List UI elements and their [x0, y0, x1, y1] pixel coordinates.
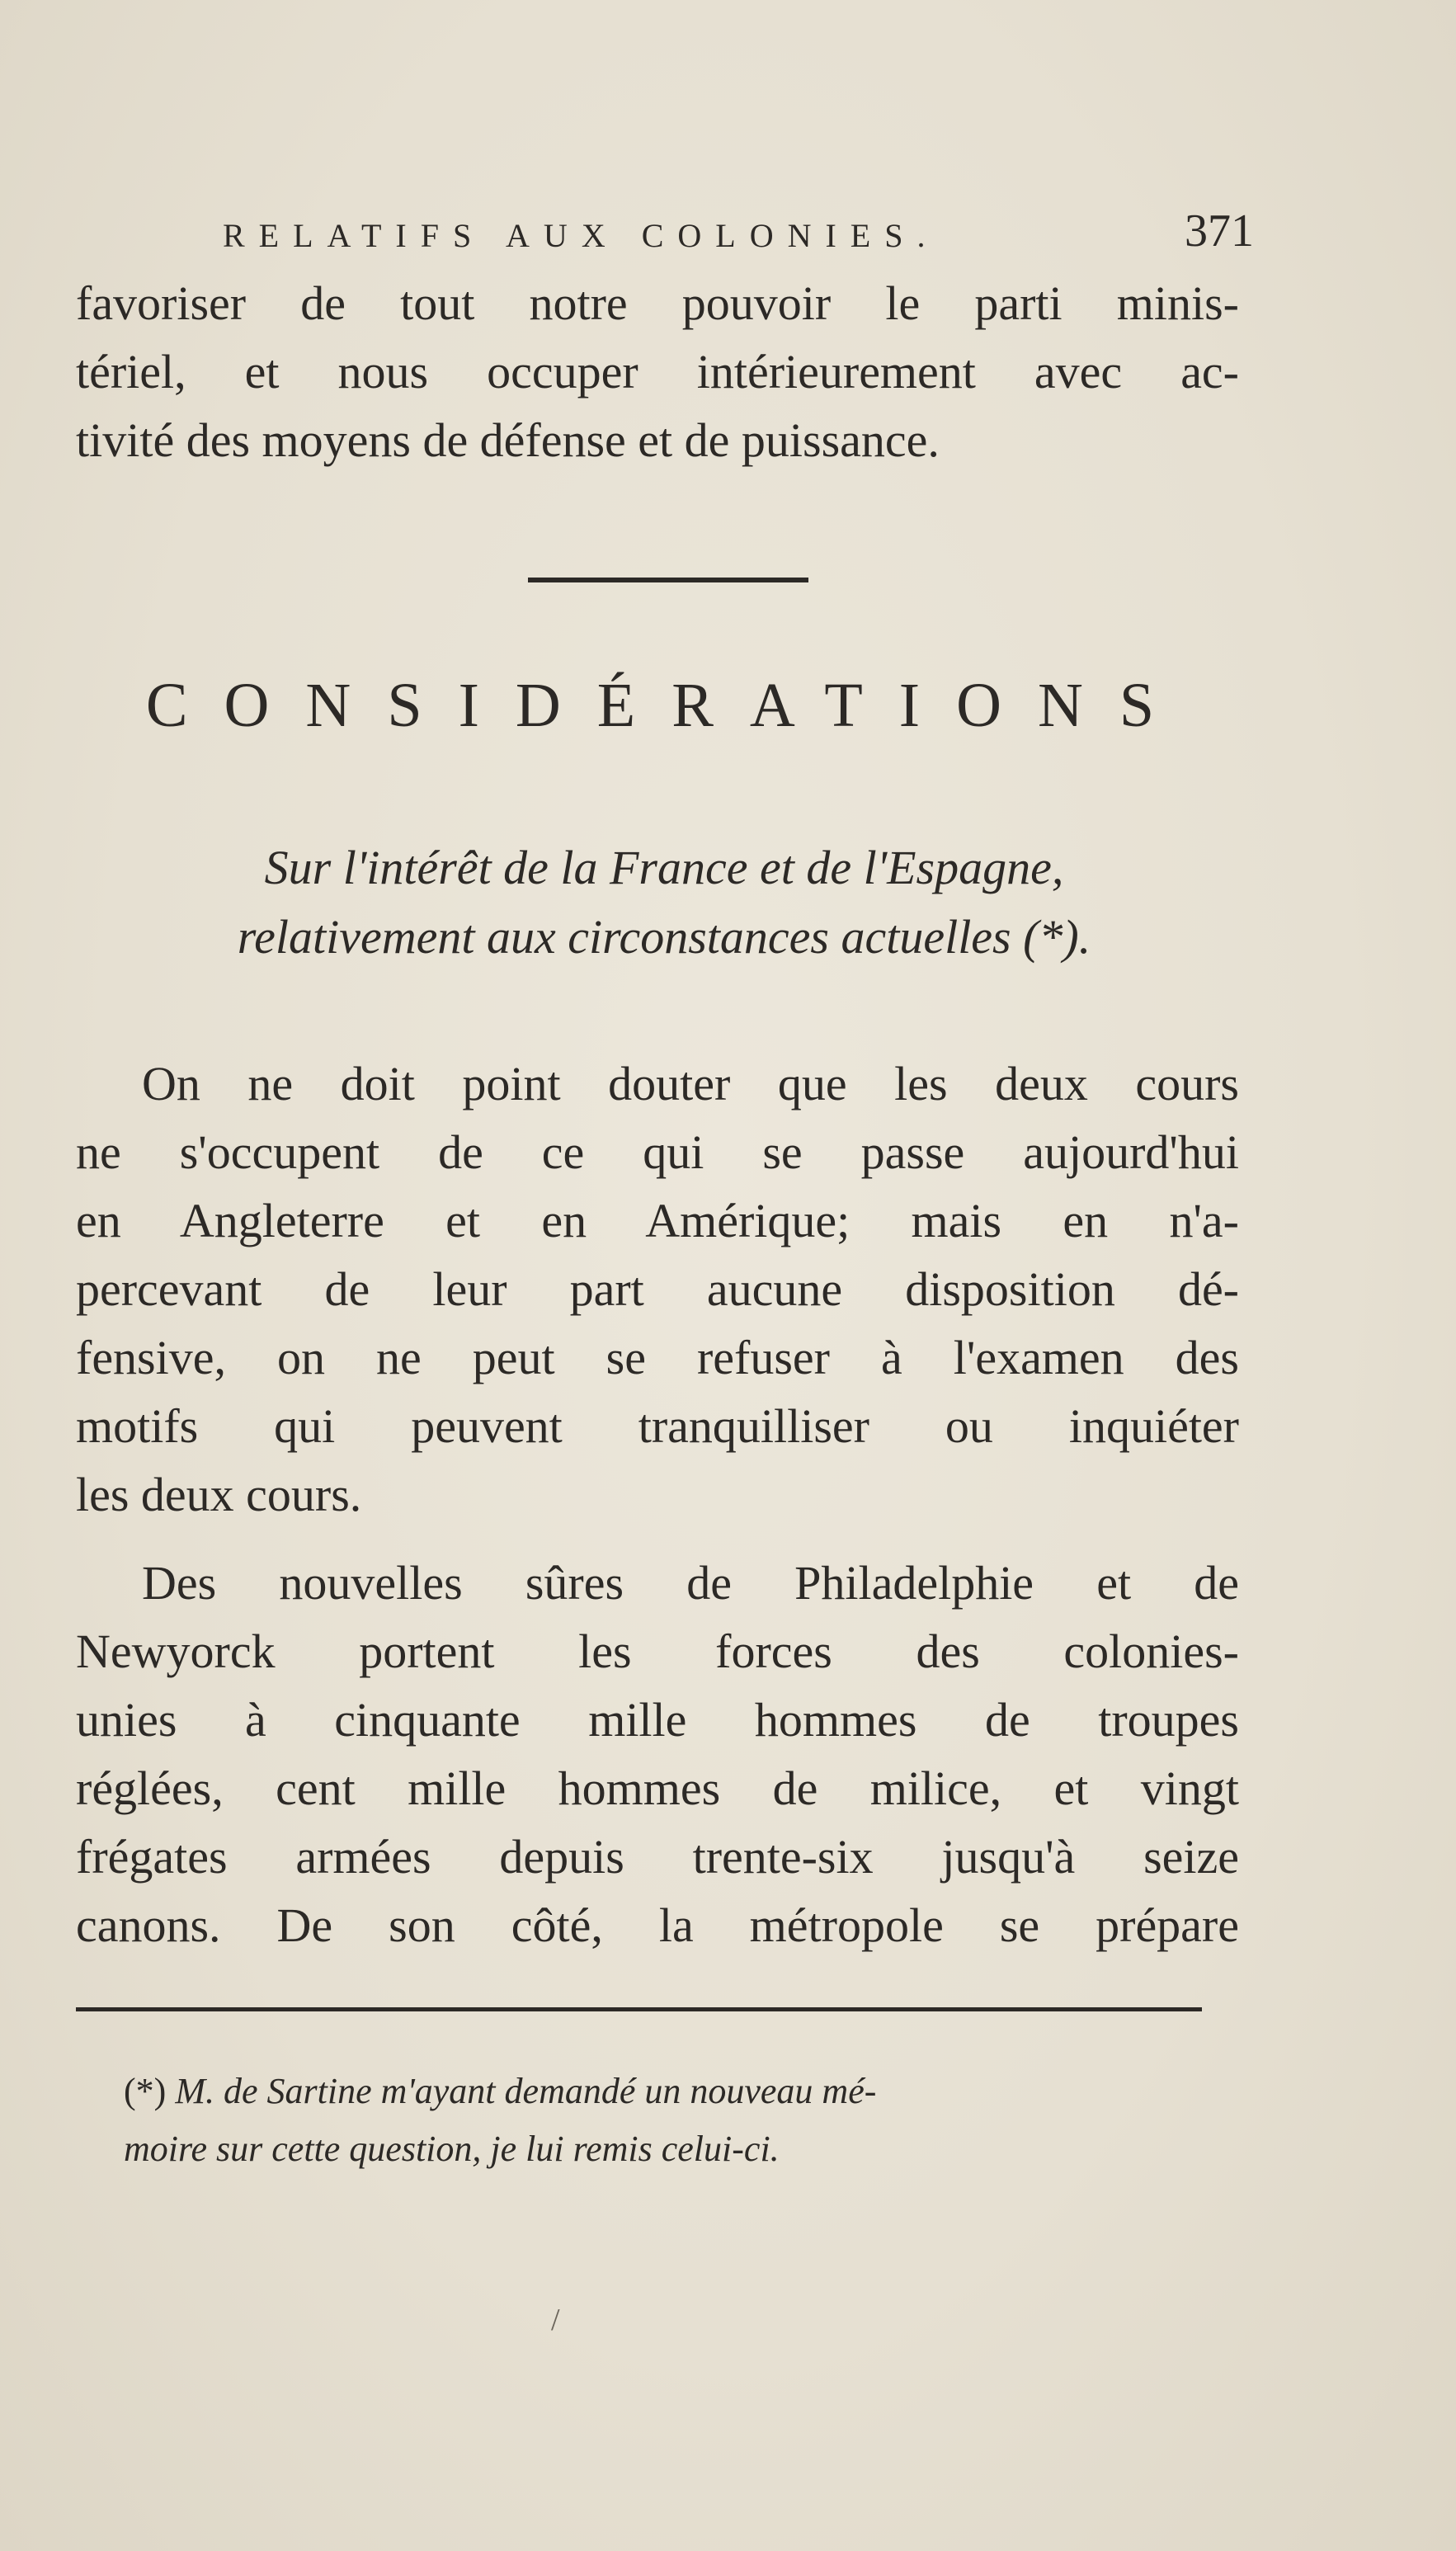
- footnote-line: [124, 2063, 1229, 2120]
- text-line: réglées, cent mille hommes de milice, et vingt: [76, 1761, 1239, 1815]
- footnote-text: M. de Sartine m'ayant demandé un nouveau mé-: [175, 2071, 877, 2111]
- paragraph-continued: [76, 269, 1239, 474]
- text-line: ne s'occupent de ce qui se passe aujourd'hui: [76, 1125, 1239, 1179]
- paragraph: [76, 1049, 1239, 1529]
- subtitle-line: relativement aux circonstances actuelles (*).: [237, 910, 1091, 964]
- paragraph: [76, 1549, 1239, 1959]
- text-line: canons. De son côté, la métropole se prépare: [76, 1898, 1239, 1952]
- footnote-marker: (*): [124, 2071, 167, 2111]
- text-line: les deux cours.: [76, 1468, 362, 1521]
- footnote-rule: [76, 2007, 1202, 2011]
- running-head: RELATIFS AUX COLONIES.: [223, 217, 940, 254]
- section-title: CONSIDÉRATIONS: [145, 671, 1191, 740]
- page-header: [223, 205, 1254, 271]
- section-divider: [528, 578, 808, 582]
- text-line: percevant de leur part aucune disposition dé-: [76, 1262, 1239, 1316]
- text-line: Newyorck portent les forces des colonies-: [76, 1624, 1239, 1678]
- text-line: unies à cinquante mille hommes de troupes: [76, 1693, 1239, 1747]
- subtitle-line: Sur l'intérêt de la France et de l'Espagne,: [264, 841, 1064, 894]
- text-line: favoriser de tout notre pouvoir le parti minis-: [76, 276, 1239, 330]
- footnote-line: moire sur cette question, je lui remis celui-ci.: [124, 2129, 780, 2169]
- text-line: tériel, et nous occuper intérieurement avec ac-: [76, 345, 1239, 398]
- stray-mark: /: [551, 2303, 560, 2337]
- text-line: On ne doit point douter que les deux cours: [142, 1057, 1239, 1110]
- footnote: [124, 2063, 1229, 2178]
- text-line: tivité des moyens de défense et de puissance.: [76, 413, 940, 467]
- section-subtitle: [82, 833, 1246, 972]
- text-line: motifs qui peuvent tranquilliser ou inquiéter: [76, 1399, 1239, 1453]
- text-line: en Angleterre et en Amérique; mais en n'a-: [76, 1194, 1239, 1247]
- text-line: frégates armées depuis trente-six jusqu'à seize: [76, 1830, 1239, 1884]
- page-number: 371: [1185, 205, 1254, 257]
- text-line: Des nouvelles sûres de Philadelphie et de: [142, 1556, 1239, 1610]
- text-line: fensive, on ne peut se refuser à l'examen des: [76, 1331, 1239, 1384]
